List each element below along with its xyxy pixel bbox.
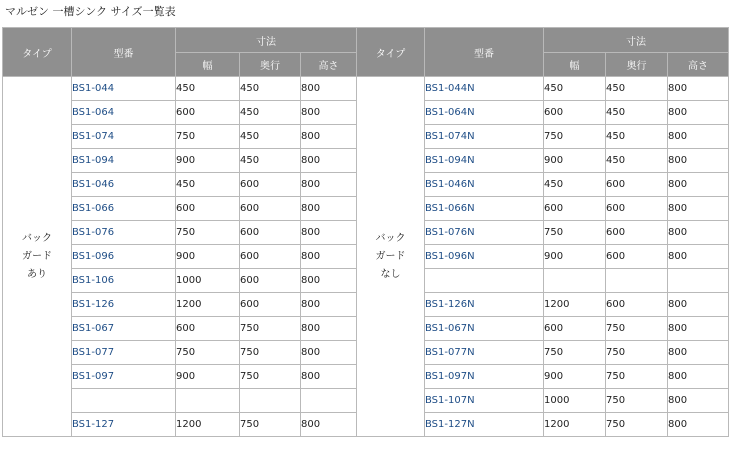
depth-cell: 750 [240, 413, 301, 437]
header-type-right: タイプ [357, 28, 425, 77]
height-cell: 800 [301, 245, 357, 269]
depth-cell: 600 [606, 173, 668, 197]
height-cell: 800 [668, 101, 729, 125]
height-cell: 800 [668, 221, 729, 245]
depth-cell: 450 [606, 77, 668, 101]
model-cell: BS1-127N [425, 413, 544, 437]
header-model-right: 型番 [425, 28, 544, 77]
width-cell: 900 [176, 149, 240, 173]
height-cell: 800 [301, 197, 357, 221]
table-body [3, 77, 729, 437]
height-cell: 800 [301, 77, 357, 101]
height-cell: 800 [301, 293, 357, 317]
height-cell [301, 389, 357, 413]
height-cell: 800 [301, 365, 357, 389]
width-cell: 450 [176, 173, 240, 197]
type-cell-left [3, 77, 72, 437]
model-cell: BS1-094 [72, 149, 176, 173]
type-cell-right [357, 77, 425, 437]
width-cell: 1000 [176, 269, 240, 293]
model-cell: BS1-106 [72, 269, 176, 293]
width-cell: 1000 [544, 389, 606, 413]
height-cell: 800 [301, 269, 357, 293]
type-label-line: バック [375, 232, 406, 244]
depth-cell: 600 [240, 197, 301, 221]
type-label-line: あり [27, 268, 47, 280]
width-cell: 900 [544, 245, 606, 269]
model-cell: BS1-127 [72, 413, 176, 437]
width-cell: 600 [544, 197, 606, 221]
header-width-left: 幅 [176, 53, 240, 77]
width-cell: 900 [544, 149, 606, 173]
depth-cell: 600 [240, 269, 301, 293]
header-width-right: 幅 [544, 53, 606, 77]
width-cell: 750 [544, 341, 606, 365]
model-cell: BS1-096N [425, 245, 544, 269]
depth-cell: 750 [606, 389, 668, 413]
width-cell: 1200 [176, 413, 240, 437]
header-depth-right: 奥行 [606, 53, 668, 77]
depth-cell: 750 [240, 365, 301, 389]
height-cell: 800 [668, 245, 729, 269]
type-label-line: ガード [375, 250, 406, 262]
model-cell: BS1-064 [72, 101, 176, 125]
width-cell [544, 269, 606, 293]
depth-cell: 750 [606, 413, 668, 437]
width-cell: 750 [176, 221, 240, 245]
table-row [3, 77, 729, 101]
height-cell [668, 269, 729, 293]
size-table [2, 27, 729, 437]
height-cell: 800 [668, 413, 729, 437]
model-cell: BS1-074 [72, 125, 176, 149]
width-cell: 1200 [544, 413, 606, 437]
depth-cell: 750 [606, 341, 668, 365]
model-cell: BS1-067 [72, 317, 176, 341]
header-dimensions-left: 寸法 [176, 28, 357, 53]
width-cell: 450 [544, 77, 606, 101]
width-cell: 450 [544, 173, 606, 197]
depth-cell: 600 [240, 173, 301, 197]
depth-cell: 750 [606, 317, 668, 341]
width-cell: 900 [176, 365, 240, 389]
width-cell: 450 [176, 77, 240, 101]
model-cell: BS1-046N [425, 173, 544, 197]
header-type-left: タイプ [3, 28, 72, 77]
height-cell: 800 [668, 77, 729, 101]
depth-cell [240, 389, 301, 413]
depth-cell: 600 [606, 221, 668, 245]
height-cell: 800 [668, 341, 729, 365]
depth-cell: 600 [606, 245, 668, 269]
width-cell: 600 [544, 317, 606, 341]
depth-cell: 450 [240, 149, 301, 173]
height-cell: 800 [301, 173, 357, 197]
model-cell: BS1-044 [72, 77, 176, 101]
header-dimensions-right: 寸法 [544, 28, 729, 53]
model-cell: BS1-064N [425, 101, 544, 125]
depth-cell: 450 [240, 125, 301, 149]
model-cell: BS1-044N [425, 77, 544, 101]
width-cell: 1200 [544, 293, 606, 317]
model-cell: BS1-126 [72, 293, 176, 317]
depth-cell: 600 [240, 293, 301, 317]
model-cell [72, 389, 176, 413]
width-cell: 750 [544, 221, 606, 245]
model-cell: BS1-077 [72, 341, 176, 365]
depth-cell: 750 [606, 365, 668, 389]
depth-cell: 450 [606, 101, 668, 125]
height-cell: 800 [668, 149, 729, 173]
depth-cell [606, 269, 668, 293]
depth-cell: 750 [240, 341, 301, 365]
model-cell: BS1-107N [425, 389, 544, 413]
width-cell: 750 [176, 125, 240, 149]
model-cell: BS1-097N [425, 365, 544, 389]
height-cell: 800 [668, 317, 729, 341]
model-cell: BS1-066N [425, 197, 544, 221]
model-cell: BS1-126N [425, 293, 544, 317]
depth-cell: 600 [240, 245, 301, 269]
depth-cell: 450 [240, 77, 301, 101]
model-cell: BS1-074N [425, 125, 544, 149]
height-cell: 800 [301, 221, 357, 245]
height-cell: 800 [301, 413, 357, 437]
header-height-left: 高さ [301, 53, 357, 77]
model-cell: BS1-066 [72, 197, 176, 221]
model-cell: BS1-097 [72, 365, 176, 389]
height-cell: 800 [301, 341, 357, 365]
width-cell: 750 [176, 341, 240, 365]
type-label-line: ガード [22, 250, 52, 262]
model-cell: BS1-076 [72, 221, 176, 245]
width-cell: 1200 [176, 293, 240, 317]
page-title: マルゼン 一槽シンク サイズ一覧表 [5, 5, 176, 18]
header-model-left: 型番 [72, 28, 176, 77]
type-label-line: バック [22, 232, 52, 244]
height-cell: 800 [668, 389, 729, 413]
model-cell [425, 269, 544, 293]
model-cell: BS1-096 [72, 245, 176, 269]
depth-cell: 450 [606, 149, 668, 173]
width-cell: 600 [544, 101, 606, 125]
depth-cell: 450 [606, 125, 668, 149]
width-cell: 900 [544, 365, 606, 389]
depth-cell: 600 [606, 293, 668, 317]
model-cell: BS1-076N [425, 221, 544, 245]
width-cell: 600 [176, 317, 240, 341]
height-cell: 800 [301, 101, 357, 125]
width-cell: 600 [176, 197, 240, 221]
depth-cell: 600 [606, 197, 668, 221]
width-cell: 900 [176, 245, 240, 269]
height-cell: 800 [301, 149, 357, 173]
depth-cell: 450 [240, 101, 301, 125]
type-label-line: なし [380, 268, 401, 280]
model-cell: BS1-077N [425, 341, 544, 365]
height-cell: 800 [301, 125, 357, 149]
header-depth-left: 奥行 [240, 53, 301, 77]
model-cell: BS1-046 [72, 173, 176, 197]
model-cell: BS1-094N [425, 149, 544, 173]
height-cell: 800 [668, 197, 729, 221]
model-cell: BS1-067N [425, 317, 544, 341]
height-cell: 800 [668, 365, 729, 389]
header-height-right: 高さ [668, 53, 729, 77]
height-cell: 800 [301, 317, 357, 341]
depth-cell: 750 [240, 317, 301, 341]
width-cell: 600 [176, 101, 240, 125]
depth-cell: 600 [240, 221, 301, 245]
width-cell: 750 [544, 125, 606, 149]
height-cell: 800 [668, 173, 729, 197]
width-cell [176, 389, 240, 413]
height-cell: 800 [668, 293, 729, 317]
height-cell: 800 [668, 125, 729, 149]
